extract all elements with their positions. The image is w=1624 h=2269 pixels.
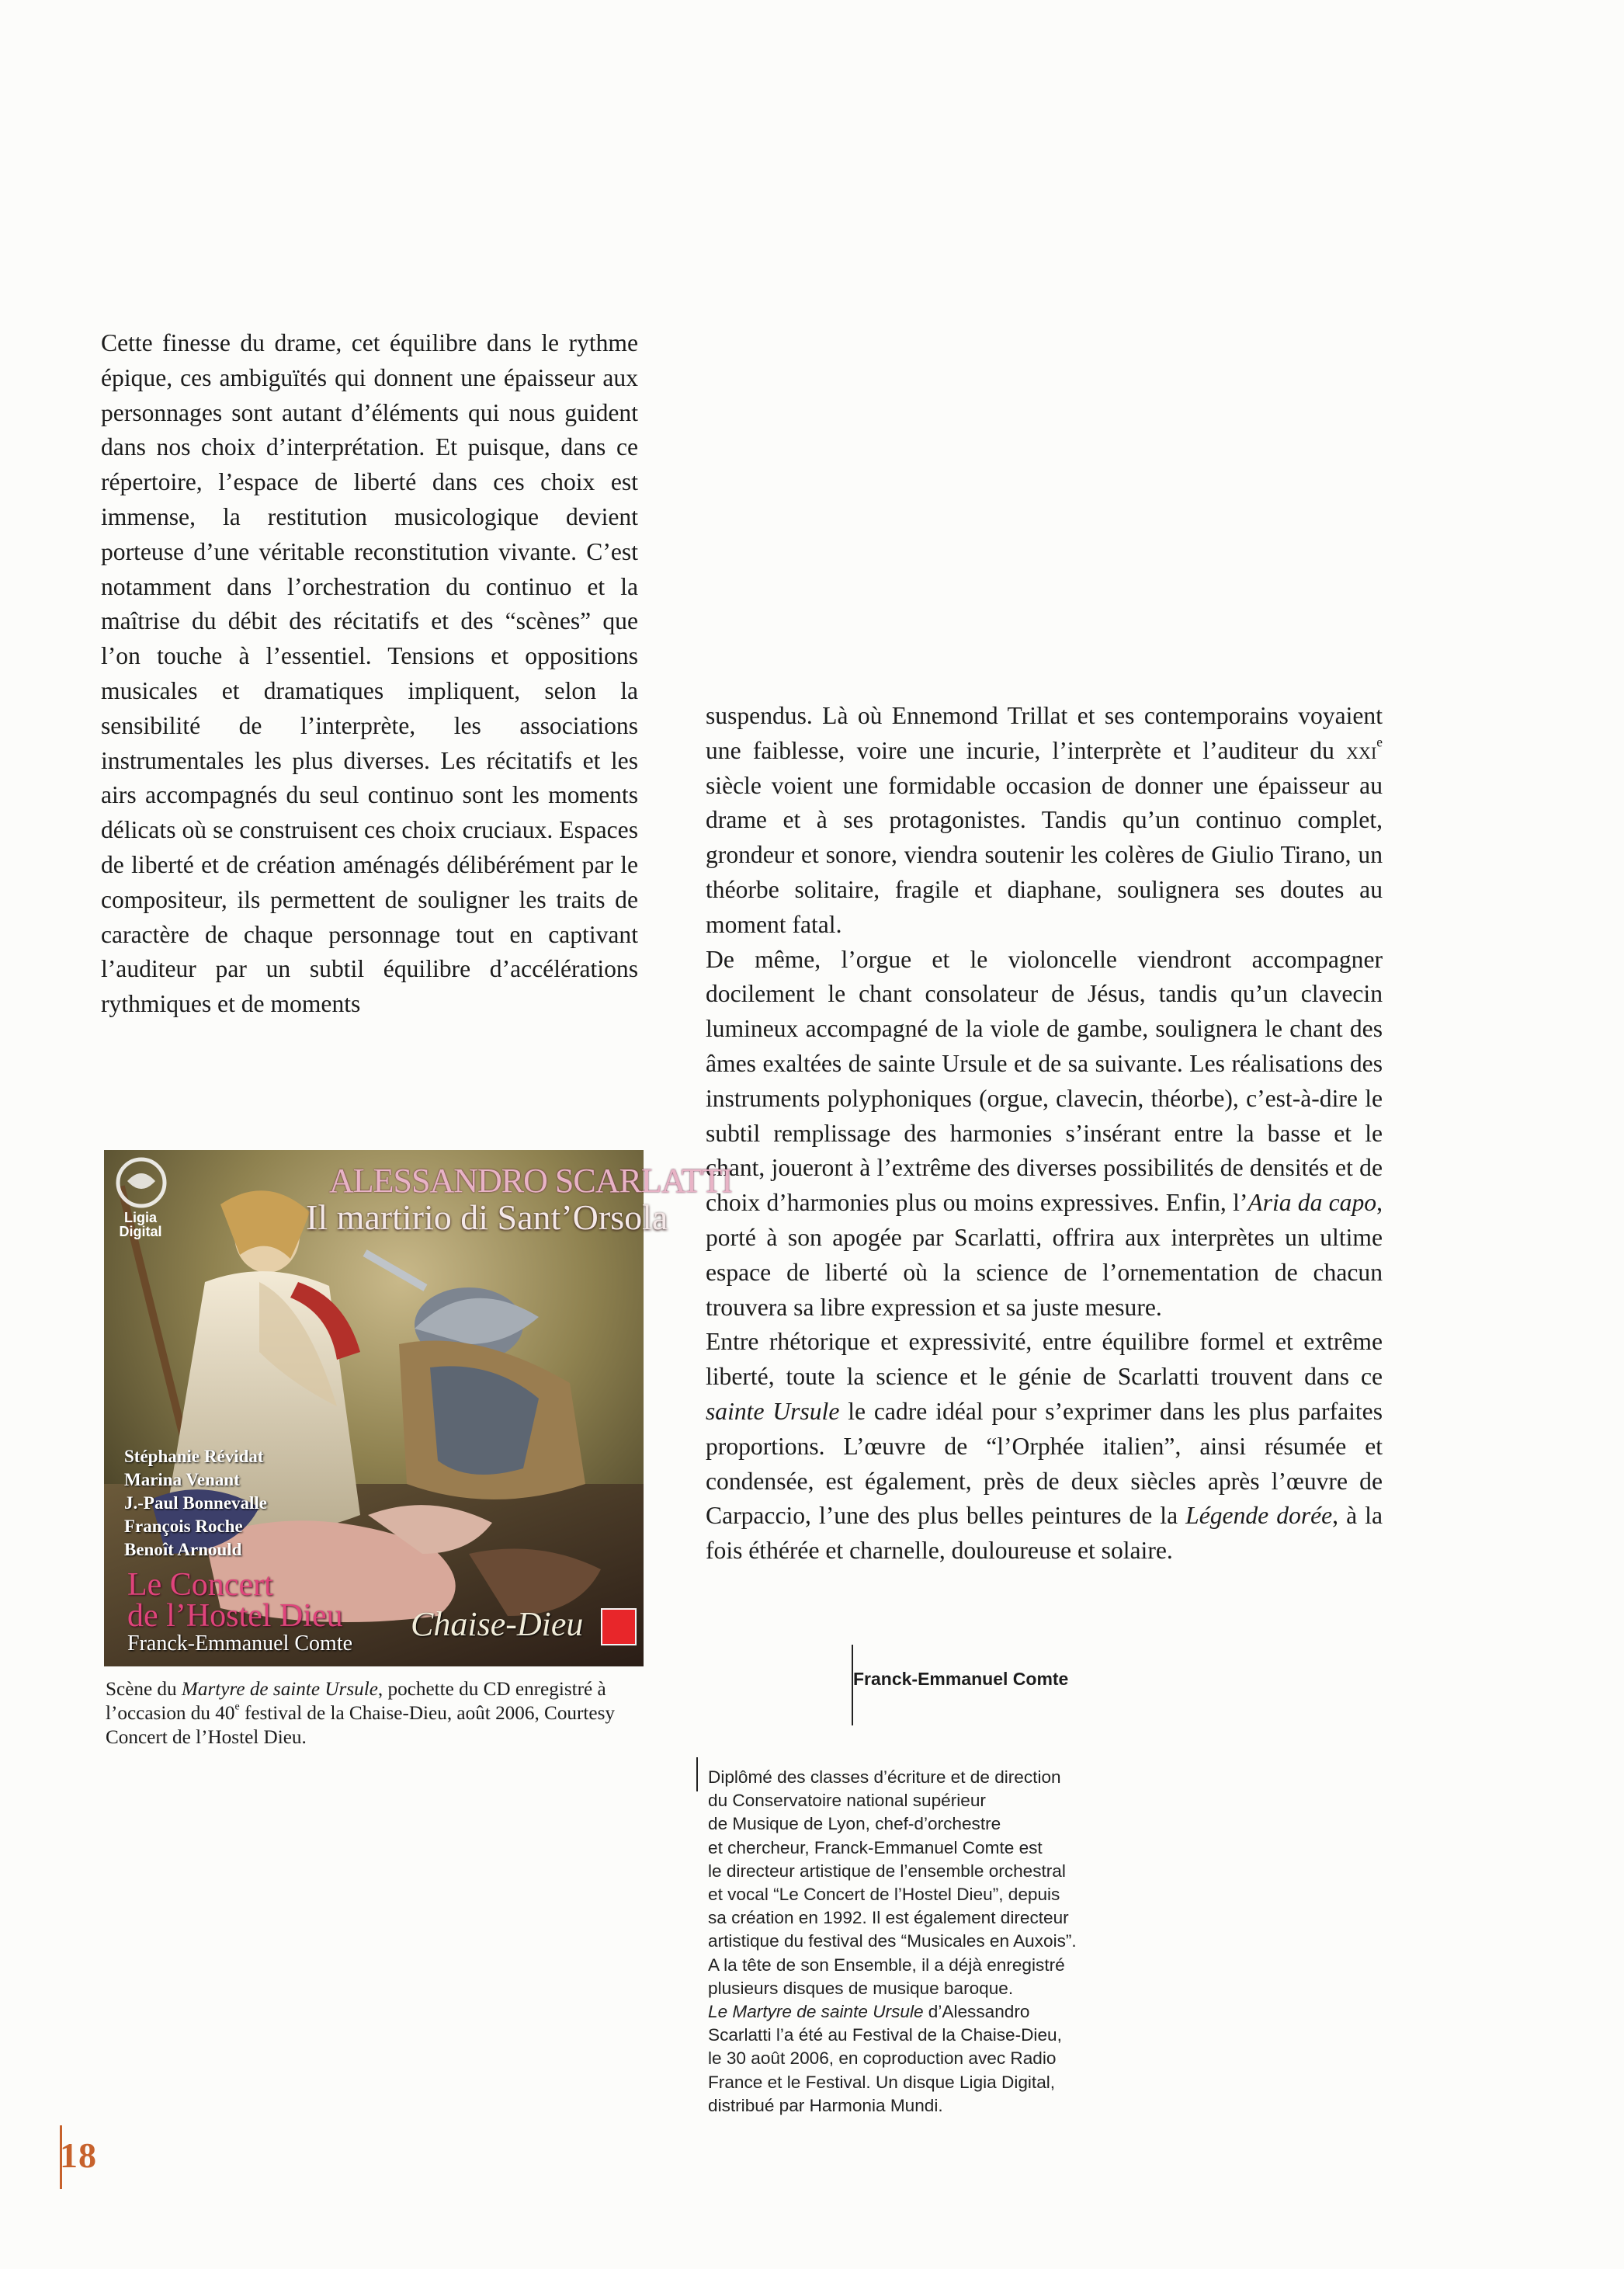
text-run: De même, l’orgue et le violoncelle viendront accompagner docilement le chant consolateur de Jésus, tandis qu’un clavecin lumineux accompagné de la viole de gambe, soulignera le chant des âmes exaltées de sainte Ursule et de sa suivante. Les réalisations des instruments polyphoniques (orgue, clavecin, théorbe), c’est-à-dire le subtil remplissage des harmonies s’insérant entre la basse et le chant, joueront à l’extrême des diverses possibilités de densités et de choix d’harmonies plus ou moins expressives. Enfin, l’ [706, 945, 1383, 1217]
text-run: Entre rhétorique et expressivité, entre équilibre formel et extrême liberté, toute la science et le génie de Scarlatti trouvent dans ce [706, 1328, 1383, 1391]
cover-composer: ALESSANDRO SCARLATTI [329, 1162, 733, 1200]
bio-line: de Musique de Lyon, chef-d’orchestre [708, 1814, 1001, 1834]
cover-ensemble [127, 1567, 343, 1634]
century-numeral: xxi [1346, 736, 1377, 764]
cd-cover-image [104, 1150, 733, 1666]
italic-term: Aria da capo [1247, 1189, 1377, 1217]
bio-line: A la tête de son Ensemble, il a déjà enregistré [708, 1955, 1065, 1975]
page-number: 18 [60, 2135, 97, 2175]
cover-cast-list [124, 1445, 267, 1562]
bio-line: le 30 août 2006, en coproduction avec Radio [708, 2048, 1057, 2069]
cast-member: J.-Paul Bonnevalle [124, 1493, 268, 1513]
bio-line: sa création en 1992. Il est également directeur [708, 1908, 1069, 1928]
bio-line: et chercheur, Franck-Emmanuel Comte est [708, 1837, 1043, 1857]
right-paragraph-2 [706, 943, 1383, 1326]
text-run: d’Alessandro [923, 2002, 1030, 2022]
right-column [706, 699, 1383, 1569]
cover-director: Franck-Emmanuel Comte [127, 1631, 353, 1656]
italic-term: Légende dorée [1185, 1502, 1333, 1530]
cast-member: Stéphanie Révidat [124, 1447, 264, 1466]
text-run: , à la fois éthérée et charnelle, douloureuse et solaire. [706, 1502, 1383, 1565]
superscript: e [1376, 735, 1383, 750]
cast-member: François Roche [124, 1517, 243, 1536]
bio-line [708, 2000, 1143, 2024]
radio-france-logo [601, 1608, 637, 1645]
image-caption [106, 1677, 649, 1750]
italic-title: Le Martyre de sainte Ursule [708, 2002, 924, 2022]
right-paragraph-3 [706, 1325, 1383, 1569]
bio-line: et vocal “Le Concert de l’Hostel Dieu”, depuis [708, 1885, 1060, 1905]
bio-line: le directeur artistique de l’ensemble orchestral [708, 1861, 1066, 1881]
bio-line: du Conservatoire national supérieur [708, 1791, 986, 1811]
cast-member: Marina Venant [124, 1470, 240, 1489]
festival-logo: Chaise-Dieu [411, 1605, 584, 1643]
bio-line: Diplômé des classes d’écriture et de direction [708, 1767, 1061, 1787]
left-paragraph: Cette finesse du drame, cet équilibre dans le rythme épique, ces ambiguïtés qui donnent une épaisseur aux personnages sont autant d’éléments qui nous guident dans nos choix d’interprétation. Et puisque, dans ce répertoire, l’espace de liberté dans ces choix est immense, la restitution musicologique devient porteuse d’une véritable reconstitution vivante. C’est notamment dans l’orchestration du continuo et la maîtrise du débit des récitatifs et des “scènes” que l’on touche à l’essentiel. Tensions et oppositions musicales et dramatiques impliquent, selon la sensibilité de l’interprète, les associations instrumentales les plus diverses. Les récitatifs et les airs accompagnés du seul continuo sont les moments délicats où se construisent ces choix cruciaux. Espaces de liberté et de création aménagés délibérément par le compositeur, ils permettent de souligner les traits de caractère de chaque personnage tout en captivant l’auditeur par un subtil équilibre d’accélérations rythmiques et de moments [101, 329, 638, 1018]
label-logo: Ligia Digital [119, 1210, 162, 1239]
text-run: festival de la Chaise-Dieu, août 2006, Courtesy Concert de l’Hostel Dieu. [106, 1703, 615, 1748]
bio-rule [696, 1757, 698, 1791]
author-signature: Franck-Emmanuel Comte [853, 1669, 1069, 1689]
text-run: , porté à son apogée par Scarlatti, offrira aux interprètes un ultime espace de liberté où la science de l’ornementation de chacun trouvera sa libre expression et sa juste mesure. [706, 1189, 1383, 1321]
ensemble-line: Le Concert [127, 1567, 273, 1603]
italic-title: Martyre de sainte Ursule [181, 1679, 378, 1700]
bio-line: Scarlatti l’a été au Festival de la Chaise-Dieu, [708, 2025, 1062, 2045]
bio-line: plusieurs disques de musique baroque. [708, 1978, 1014, 1998]
italic-term: sainte Ursule [706, 1397, 840, 1425]
bio-line: distribué par Harmonia Mundi. [708, 2095, 943, 2115]
text-run: le cadre idéal pour s’exprimer dans les plus parfaites proportions. L’œuvre de “l’Orphée italien”, ainsi résumée et condensée, est également, près de deux siècles après l’œuvre de Carpaccio, l’une des plus belles peintures de la [706, 1397, 1383, 1530]
author-bio [708, 1766, 1143, 2118]
text-run: suspendus. Là où Ennemond Trillat et ses contemporains voyaient une faiblesse, voire une incurie, l’interprète et l’auditeur du [706, 702, 1383, 764]
cast-member: Benoît Arnould [124, 1540, 242, 1559]
text-run: , pochette du CD enregistré à l’occasion du 40 [106, 1679, 606, 1724]
left-column [101, 326, 638, 1022]
bio-line: artistique du festival des “Musicales en Auxois”. [708, 1931, 1077, 1951]
ensemble-line: de l’Hostel Dieu [127, 1598, 343, 1634]
cover-work-title: Il martirio di Sant’Orsola [306, 1197, 668, 1237]
text-run: siècle voient une formidable occasion de donner une épaisseur au drame et à ses protagonistes. Tandis qu’un continuo complet, grondeur et sonore, viendra soutenir les colères de Giulio Tirano, un théorbe solitaire, fragile et diaphane, soulignera ses doutes au moment fatal. [706, 771, 1383, 938]
superscript: e [234, 1700, 240, 1712]
text-run: Scène du [106, 1679, 182, 1700]
right-paragraph-1 [706, 699, 1383, 943]
bio-line: France et le Festival. Un disque Ligia Digital, [708, 2072, 1056, 2092]
